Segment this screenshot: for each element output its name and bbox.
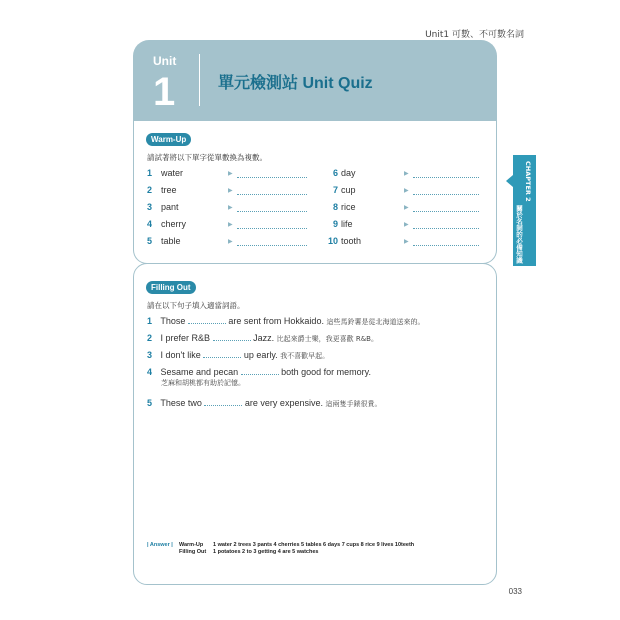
sentence-row: [147, 331, 378, 344]
answer-blank[interactable]: [413, 202, 479, 212]
item-number: 5: [147, 398, 153, 408]
sentence-end: are very expensive.: [244, 398, 323, 408]
item-number: 1: [147, 316, 153, 326]
arrow-icon: ▶: [404, 186, 409, 194]
warmup-item: [322, 184, 479, 196]
item-number: 10: [327, 236, 338, 246]
warmup-item: [322, 167, 479, 179]
sentence-start: I prefer R&B: [160, 333, 211, 343]
answer-row-label: Warm-Up: [179, 542, 204, 548]
item-word: day: [341, 168, 356, 178]
warmup-item: [147, 167, 307, 179]
item-number: 4: [147, 367, 153, 377]
chapter-tab-pointer: [506, 175, 513, 187]
item-word: table: [161, 236, 181, 246]
unit-title: 單元檢測站 Unit Quiz: [218, 75, 373, 92]
item-number: 4: [147, 219, 153, 229]
answer-key: [147, 542, 414, 555]
answer-row-label: Filling Out: [179, 549, 207, 555]
unit-banner: [133, 40, 497, 121]
chapter-topic: 關於名詞的必備知識: [515, 205, 523, 264]
chapter-tab: [513, 155, 536, 266]
warmup-instruction: 請試著將以下單字從單數換為複數。: [147, 153, 267, 162]
chapter-label: CHAPTER 2: [524, 161, 532, 202]
warmup-item: [322, 235, 479, 247]
answer-blank[interactable]: [237, 168, 307, 178]
sentence-row: [147, 348, 329, 361]
answer-blank[interactable]: [241, 365, 279, 375]
item-word: cup: [341, 185, 356, 195]
answer-blank[interactable]: [413, 185, 479, 195]
answer-blank[interactable]: [188, 314, 226, 324]
item-number: 9: [332, 219, 338, 229]
item-number: 6: [332, 168, 338, 178]
item-word: water: [161, 168, 184, 178]
translation: 這些馬鈴薯是從北海道送來的。: [326, 318, 425, 326]
translation: 我不喜歡早起。: [280, 352, 330, 360]
sentence-row: [147, 365, 371, 377]
arrow-icon: ▶: [228, 169, 233, 177]
sentence-start: Sesame and pecan: [160, 367, 239, 377]
translation: 比起來爵士樂，我更喜歡 R&B。: [276, 335, 378, 343]
answer-blank[interactable]: [237, 236, 307, 246]
item-number: 2: [147, 185, 153, 195]
answer-row: 1 water 2 trees 3 pants 4 cherries 5 tables 6 days 7 cups 8 rice 9 lives 10teeth: [213, 542, 415, 548]
warmup-tag: Warm-Up: [146, 133, 191, 146]
arrow-icon: ▶: [404, 220, 409, 228]
item-word: cherry: [161, 219, 187, 229]
answer-blank[interactable]: [237, 202, 307, 212]
answer-blank[interactable]: [413, 219, 479, 229]
warmup-item: [322, 201, 479, 213]
answer-blank[interactable]: [204, 396, 242, 406]
sentence-start: These two: [160, 398, 202, 408]
item-word: rice: [341, 202, 356, 212]
sentence-end: are sent from Hokkaido.: [228, 316, 324, 326]
item-number: 5: [147, 236, 153, 246]
item-number: 3: [147, 350, 153, 360]
warmup-item: [147, 218, 307, 230]
fillingout-tag: Filling Out: [146, 281, 196, 294]
answer-blank[interactable]: [237, 219, 307, 229]
sentence-end: Jazz.: [253, 333, 275, 343]
warmup-item: [322, 218, 479, 230]
item-word: pant: [161, 202, 179, 212]
item-number: 7: [332, 185, 338, 195]
sentence-end: up early.: [243, 350, 278, 360]
item-word: tree: [161, 185, 177, 195]
sentence-start: Those: [160, 316, 186, 326]
item-number: 2: [147, 333, 153, 343]
fillingout-panel: [133, 263, 497, 585]
warmup-item: [147, 184, 307, 196]
arrow-icon: ▶: [404, 237, 409, 245]
sentence-start: I don't like: [160, 350, 201, 360]
arrow-icon: ▶: [404, 169, 409, 177]
answer-blank[interactable]: [237, 185, 307, 195]
warmup-item: [147, 201, 307, 213]
item-word: life: [341, 219, 353, 229]
running-header: Unit1 可數、不可數名詞: [425, 30, 524, 40]
answer-blank[interactable]: [413, 168, 479, 178]
unit-label: Unit: [153, 54, 177, 68]
item-word: tooth: [341, 236, 362, 246]
item-number: 3: [147, 202, 153, 212]
sentence-row: [147, 396, 381, 409]
arrow-icon: ▶: [228, 237, 233, 245]
arrow-icon: ▶: [404, 203, 409, 211]
answer-blank[interactable]: [413, 236, 479, 246]
warmup-item: [147, 235, 307, 247]
answer-label: | Answer |: [147, 542, 173, 548]
arrow-icon: ▶: [228, 186, 233, 194]
translation: 芝麻和胡桃都有助於記憶。: [161, 379, 245, 387]
translation: 這兩隻手錶很貴。: [325, 400, 382, 408]
banner-divider: [199, 54, 200, 106]
answer-blank[interactable]: [203, 348, 241, 358]
answer-row: 1 potatoes 2 to 3 getting 4 are 5 watches: [213, 549, 319, 555]
sentence-row: [147, 314, 424, 327]
page-number: 033: [508, 587, 522, 596]
item-number: 8: [332, 202, 338, 212]
arrow-icon: ▶: [228, 203, 233, 211]
arrow-icon: ▶: [228, 220, 233, 228]
item-number: 1: [147, 168, 153, 178]
answer-blank[interactable]: [213, 331, 251, 341]
unit-number: 1: [153, 70, 176, 114]
sentence-end: both good for memory.: [281, 367, 372, 377]
fillingout-instruction: 請在以下句子填入適當詞語。: [147, 301, 245, 310]
